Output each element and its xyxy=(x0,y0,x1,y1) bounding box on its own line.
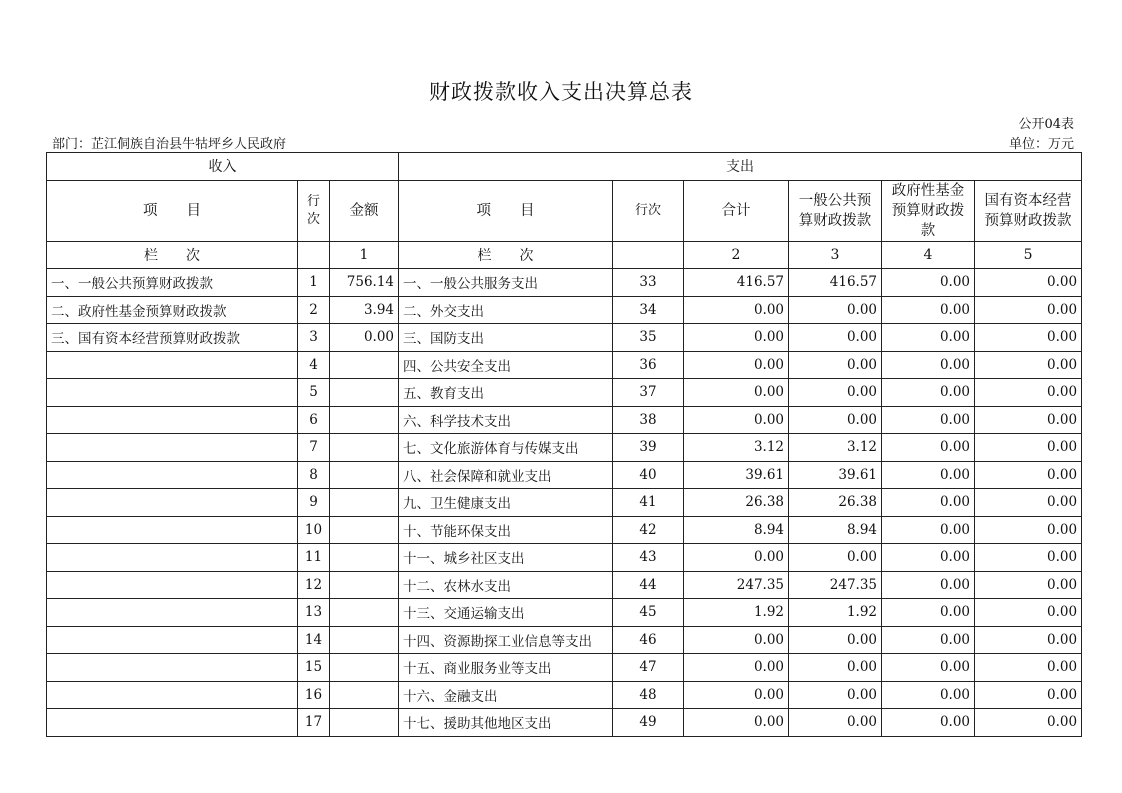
gov-fund-cell: 0.00 xyxy=(882,269,975,297)
income-amount-cell xyxy=(330,351,399,379)
state-capital-cell: 0.00 xyxy=(975,406,1082,434)
total-cell: 26.38 xyxy=(684,489,789,517)
income-rowno-cell: 17 xyxy=(298,709,330,737)
expense-rowno-cell: 34 xyxy=(613,296,684,324)
header-row-columns xyxy=(47,180,1082,241)
total-cell: 0.00 xyxy=(684,351,789,379)
expense-rowno-cell: 44 xyxy=(613,571,684,599)
income-rowno-header-text: 行次 xyxy=(306,193,320,227)
gen-budget-cell: 0.00 xyxy=(789,544,882,572)
income-item-cell xyxy=(47,681,298,709)
income-lanci: 栏 次 xyxy=(47,241,298,269)
total-cell: 8.94 xyxy=(684,516,789,544)
income-rowno-cell: 14 xyxy=(298,626,330,654)
gov-fund-header: 政府性基金预算财政拨款 xyxy=(882,180,975,241)
income-item-cell xyxy=(47,599,298,627)
expense-item-cell: 十四、资源勘探工业信息等支出 xyxy=(399,626,613,654)
expense-rowno-cell: 47 xyxy=(613,654,684,682)
expense-item-cell: 七、文化旅游体育与传媒支出 xyxy=(399,434,613,462)
income-amount-cell xyxy=(330,461,399,489)
income-amount-cell: 756.14 xyxy=(330,269,399,297)
state-capital-cell: 0.00 xyxy=(975,351,1082,379)
income-item-cell: 一、一般公共预算财政拨款 xyxy=(47,269,298,297)
table-row xyxy=(47,406,1082,434)
income-item-cell: 二、政府性基金预算财政拨款 xyxy=(47,296,298,324)
gov-fund-cell: 0.00 xyxy=(882,681,975,709)
state-capital-cell: 0.00 xyxy=(975,544,1082,572)
col-index-1: 1 xyxy=(330,241,399,269)
total-cell: 0.00 xyxy=(684,681,789,709)
expense-rowno-cell: 45 xyxy=(613,599,684,627)
state-capital-cell: 0.00 xyxy=(975,269,1082,297)
gov-fund-cell: 0.00 xyxy=(882,351,975,379)
table-row xyxy=(47,489,1082,517)
table-row xyxy=(47,544,1082,572)
budget-table xyxy=(46,152,1082,737)
expense-item-cell: 十六、金融支出 xyxy=(399,681,613,709)
expense-item-cell: 十三、交通运输支出 xyxy=(399,599,613,627)
income-rowno-cell: 9 xyxy=(298,489,330,517)
state-capital-cell: 0.00 xyxy=(975,626,1082,654)
income-rowno-cell: 6 xyxy=(298,406,330,434)
total-cell: 0.00 xyxy=(684,406,789,434)
expense-header: 支出 xyxy=(399,153,1082,181)
gen-budget-cell: 0.00 xyxy=(789,324,882,352)
total-cell: 247.35 xyxy=(684,571,789,599)
income-item-cell xyxy=(47,654,298,682)
income-item-cell xyxy=(47,626,298,654)
expense-rowno-cell: 49 xyxy=(613,709,684,737)
income-rowno-cell: 16 xyxy=(298,681,330,709)
income-rowno-cell: 5 xyxy=(298,379,330,407)
table-row xyxy=(47,269,1082,297)
total-cell: 0.00 xyxy=(684,709,789,737)
table-row xyxy=(47,571,1082,599)
table-row xyxy=(47,434,1082,462)
income-amount-cell xyxy=(330,544,399,572)
expense-rowno-header: 行次 xyxy=(613,180,684,241)
table-row xyxy=(47,709,1082,737)
income-item-header: 项 目 xyxy=(47,180,298,241)
income-amount-cell xyxy=(330,709,399,737)
table-row xyxy=(47,599,1082,627)
table-row xyxy=(47,626,1082,654)
gov-fund-cell: 0.00 xyxy=(882,599,975,627)
state-capital-cell: 0.00 xyxy=(975,516,1082,544)
state-capital-cell: 0.00 xyxy=(975,324,1082,352)
table-row xyxy=(47,351,1082,379)
page-title: 财政拨款收入支出决算总表 xyxy=(429,80,693,104)
gov-fund-cell: 0.00 xyxy=(882,461,975,489)
state-capital-cell: 0.00 xyxy=(975,681,1082,709)
income-rowno-cell: 13 xyxy=(298,599,330,627)
gen-budget-cell: 0.00 xyxy=(789,626,882,654)
total-header: 合计 xyxy=(684,180,789,241)
income-amount-cell xyxy=(330,626,399,654)
income-amount-cell xyxy=(330,489,399,517)
expense-rowno-cell: 39 xyxy=(613,434,684,462)
gov-fund-cell: 0.00 xyxy=(882,489,975,517)
gov-fund-cell: 0.00 xyxy=(882,626,975,654)
expense-item-cell: 十二、农林水支出 xyxy=(399,571,613,599)
income-item-cell xyxy=(47,351,298,379)
state-capital-cell: 0.00 xyxy=(975,709,1082,737)
expense-rowno-cell: 40 xyxy=(613,461,684,489)
income-item-cell xyxy=(47,379,298,407)
gen-budget-cell: 1.92 xyxy=(789,599,882,627)
state-capital-header: 国有资本经营预算财政拨款 xyxy=(975,180,1082,241)
table-row xyxy=(47,379,1082,407)
total-cell: 0.00 xyxy=(684,324,789,352)
state-capital-cell: 0.00 xyxy=(975,461,1082,489)
col-index-4: 4 xyxy=(882,241,975,269)
income-amount-cell xyxy=(330,406,399,434)
gov-fund-cell: 0.00 xyxy=(882,709,975,737)
gov-fund-cell: 0.00 xyxy=(882,379,975,407)
income-rowno-cell: 7 xyxy=(298,434,330,462)
expense-item-header: 项 目 xyxy=(399,180,613,241)
department-label: 部门：芷江侗族自治县牛牯坪乡人民政府 xyxy=(52,137,287,152)
income-item-cell xyxy=(47,709,298,737)
expense-rowno-cell: 33 xyxy=(613,269,684,297)
col-index-2: 2 xyxy=(684,241,789,269)
gov-fund-cell: 0.00 xyxy=(882,324,975,352)
expense-item-cell: 十七、援助其他地区支出 xyxy=(399,709,613,737)
total-cell: 0.00 xyxy=(684,379,789,407)
gen-budget-cell: 416.57 xyxy=(789,269,882,297)
expense-item-cell: 六、科学技术支出 xyxy=(399,406,613,434)
expense-lanci-blank xyxy=(613,241,684,269)
income-amount-cell xyxy=(330,516,399,544)
gov-fund-cell: 0.00 xyxy=(882,296,975,324)
total-cell: 416.57 xyxy=(684,269,789,297)
income-rowno-cell: 11 xyxy=(298,544,330,572)
expense-rowno-cell: 36 xyxy=(613,351,684,379)
income-item-cell xyxy=(47,461,298,489)
state-capital-cell: 0.00 xyxy=(975,654,1082,682)
expense-rowno-cell: 37 xyxy=(613,379,684,407)
total-cell: 0.00 xyxy=(684,654,789,682)
state-capital-cell: 0.00 xyxy=(975,434,1082,462)
income-rowno-cell: 4 xyxy=(298,351,330,379)
expense-item-cell: 八、社会保障和就业支出 xyxy=(399,461,613,489)
table-row xyxy=(47,324,1082,352)
expense-rowno-cell: 46 xyxy=(613,626,684,654)
income-header: 收入 xyxy=(47,153,399,181)
income-rowno-cell: 15 xyxy=(298,654,330,682)
expense-rowno-cell: 41 xyxy=(613,489,684,517)
gen-budget-cell: 39.61 xyxy=(789,461,882,489)
expense-item-cell: 四、公共安全支出 xyxy=(399,351,613,379)
gov-fund-cell: 0.00 xyxy=(882,544,975,572)
expense-item-cell: 十一、城乡社区支出 xyxy=(399,544,613,572)
expense-item-cell: 五、教育支出 xyxy=(399,379,613,407)
expense-item-cell: 二、外交支出 xyxy=(399,296,613,324)
total-cell: 0.00 xyxy=(684,296,789,324)
unit-label: 单位：万元 xyxy=(1008,137,1074,152)
expense-rowno-cell: 38 xyxy=(613,406,684,434)
income-rowno-header xyxy=(298,180,330,241)
total-cell: 0.00 xyxy=(684,544,789,572)
income-amount-cell xyxy=(330,599,399,627)
table-row xyxy=(47,296,1082,324)
total-cell: 1.92 xyxy=(684,599,789,627)
col-index-5: 5 xyxy=(975,241,1082,269)
gen-budget-cell: 0.00 xyxy=(789,654,882,682)
income-amount-cell xyxy=(330,379,399,407)
expense-item-cell: 一、一般公共服务支出 xyxy=(399,269,613,297)
income-item-cell xyxy=(47,489,298,517)
income-rowno-cell: 2 xyxy=(298,296,330,324)
gen-budget-header: 一般公共预算财政拨款 xyxy=(789,180,882,241)
income-lanci-blank xyxy=(298,241,330,269)
col-index-3: 3 xyxy=(789,241,882,269)
gen-budget-cell: 0.00 xyxy=(789,379,882,407)
expense-rowno-cell: 43 xyxy=(613,544,684,572)
state-capital-cell: 0.00 xyxy=(975,296,1082,324)
state-capital-cell: 0.00 xyxy=(975,571,1082,599)
expense-item-cell: 十五、商业服务业等支出 xyxy=(399,654,613,682)
gen-budget-cell: 3.12 xyxy=(789,434,882,462)
gen-budget-cell: 0.00 xyxy=(789,351,882,379)
expense-item-cell: 九、卫生健康支出 xyxy=(399,489,613,517)
income-amount-cell: 0.00 xyxy=(330,324,399,352)
header-row-main xyxy=(47,153,1082,181)
expense-rowno-cell: 42 xyxy=(613,516,684,544)
income-item-cell xyxy=(47,571,298,599)
gen-budget-cell: 26.38 xyxy=(789,489,882,517)
expense-rowno-cell: 35 xyxy=(613,324,684,352)
expense-item-cell: 三、国防支出 xyxy=(399,324,613,352)
table-row xyxy=(47,461,1082,489)
income-rowno-cell: 3 xyxy=(298,324,330,352)
gen-budget-cell: 0.00 xyxy=(789,709,882,737)
total-cell: 39.61 xyxy=(684,461,789,489)
income-rowno-cell: 10 xyxy=(298,516,330,544)
income-item-cell xyxy=(47,406,298,434)
income-rowno-cell: 8 xyxy=(298,461,330,489)
income-item-cell xyxy=(47,434,298,462)
income-amount-cell: 3.94 xyxy=(330,296,399,324)
expense-lanci: 栏 次 xyxy=(399,241,613,269)
gen-budget-cell: 247.35 xyxy=(789,571,882,599)
income-item-cell xyxy=(47,544,298,572)
gov-fund-cell: 0.00 xyxy=(882,516,975,544)
income-amount-cell xyxy=(330,434,399,462)
table-row xyxy=(47,516,1082,544)
income-amount-cell xyxy=(330,654,399,682)
total-cell: 3.12 xyxy=(684,434,789,462)
gen-budget-cell: 8.94 xyxy=(789,516,882,544)
column-index-row xyxy=(47,241,1082,269)
gen-budget-cell: 0.00 xyxy=(789,681,882,709)
expense-rowno-cell: 48 xyxy=(613,681,684,709)
income-amount-header: 金额 xyxy=(330,180,399,241)
income-item-cell: 三、国有资本经营预算财政拨款 xyxy=(47,324,298,352)
total-cell: 0.00 xyxy=(684,626,789,654)
form-number: 公开04表 xyxy=(1018,117,1074,132)
gov-fund-cell: 0.00 xyxy=(882,406,975,434)
gov-fund-cell: 0.00 xyxy=(882,654,975,682)
state-capital-cell: 0.00 xyxy=(975,599,1082,627)
income-amount-cell xyxy=(330,681,399,709)
income-rowno-cell: 1 xyxy=(298,269,330,297)
state-capital-cell: 0.00 xyxy=(975,379,1082,407)
income-amount-cell xyxy=(330,571,399,599)
gov-fund-cell: 0.00 xyxy=(882,571,975,599)
income-item-cell xyxy=(47,516,298,544)
gen-budget-cell: 0.00 xyxy=(789,296,882,324)
income-rowno-cell: 12 xyxy=(298,571,330,599)
gov-fund-cell: 0.00 xyxy=(882,434,975,462)
table-row xyxy=(47,654,1082,682)
expense-item-cell: 十、节能环保支出 xyxy=(399,516,613,544)
gen-budget-cell: 0.00 xyxy=(789,406,882,434)
table-row xyxy=(47,681,1082,709)
state-capital-cell: 0.00 xyxy=(975,489,1082,517)
